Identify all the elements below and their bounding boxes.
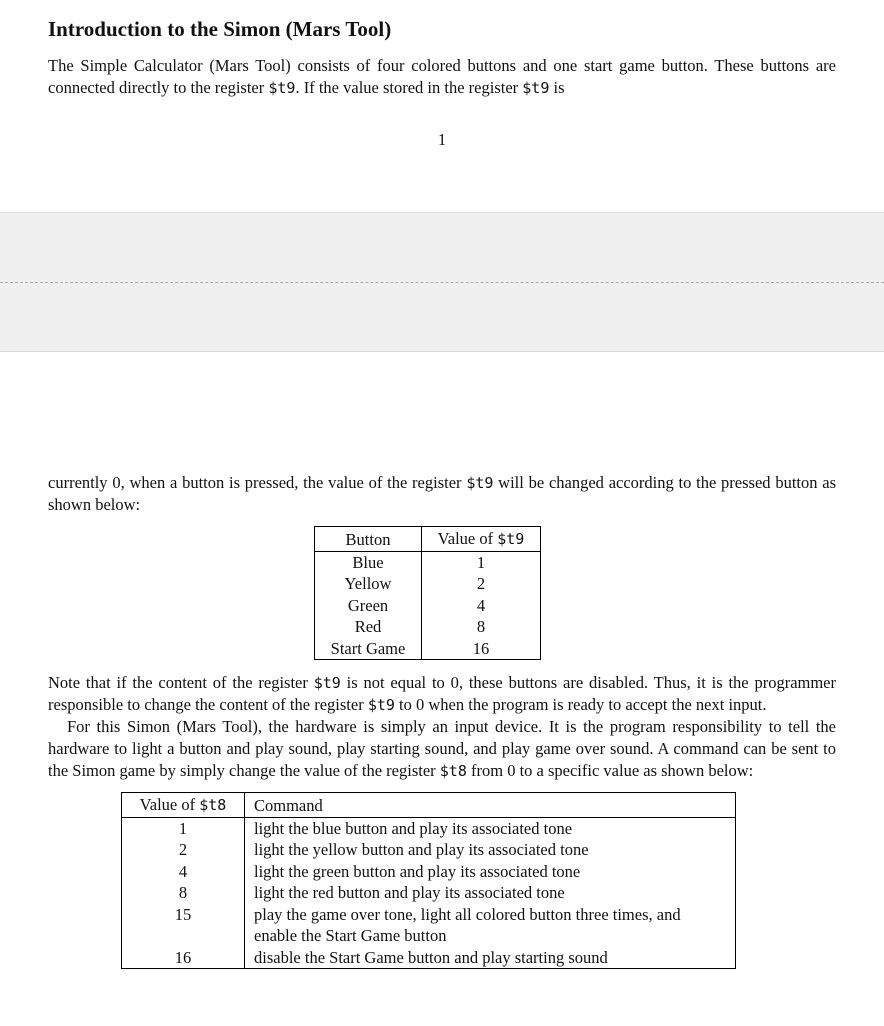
table-cell <box>422 638 541 660</box>
text-segment: Value of <box>437 529 498 548</box>
button-value-table <box>314 526 541 660</box>
note-paragraph <box>48 672 836 716</box>
table-cell <box>122 947 245 969</box>
table-cell <box>245 861 736 883</box>
table-cell <box>122 817 245 839</box>
table-row <box>122 904 736 947</box>
text-segment: . If the value stored in the register <box>295 78 523 97</box>
text-segment: 2 <box>476 574 486 593</box>
table-cell <box>245 947 736 969</box>
text-segment: Value of <box>139 795 200 814</box>
table-cell <box>122 904 245 947</box>
text-segment: Yellow <box>344 574 392 593</box>
table-header-row <box>122 793 736 818</box>
text-segment: is <box>549 78 565 97</box>
inline-code: $t8 <box>439 762 467 780</box>
document-page-2 <box>0 352 884 1026</box>
table-cell <box>245 817 736 839</box>
inline-code: $t9 <box>313 674 341 692</box>
inline-code: $t8 <box>199 796 227 814</box>
text-segment: Green <box>347 595 389 615</box>
text-segment: will be changed according to the pressed button as shown below: <box>48 473 837 514</box>
table-row <box>122 839 736 861</box>
text-segment: 16 <box>472 638 490 658</box>
text-segment: 4 <box>178 861 188 881</box>
table-row <box>315 573 541 595</box>
table-cell <box>122 839 245 861</box>
text-segment: For this Simon (Mars Tool), the hardware is simply an input device. It is the program responsibility to tell the hardware to light a button and play sound, play starting sound, and play game over sound. A command can be sent to the Simon game by simply change the value of the register <box>48 717 836 780</box>
text-segment: 1 <box>476 552 486 572</box>
table-cell <box>315 638 422 660</box>
table-cell <box>315 595 422 617</box>
table-row <box>122 861 736 883</box>
table-row <box>122 817 736 839</box>
table-cell <box>422 616 541 638</box>
document-title: Introduction to the Simon (Mars Tool) <box>48 17 392 41</box>
table-header-cell <box>245 793 736 818</box>
table-cell <box>245 904 736 947</box>
text-segment: 2 <box>178 840 188 859</box>
table-header-cell <box>422 527 541 552</box>
text-segment: 4 <box>476 595 486 615</box>
text-segment: is not equal to 0, these buttons are disabled. Thus, it is the programmer responsible to change the content of the register <box>48 673 837 714</box>
inline-code: $t9 <box>268 79 296 97</box>
table-cell <box>245 882 736 904</box>
page-separator <box>0 212 884 352</box>
text-segment: Note that if the content of the register <box>48 673 314 692</box>
table-cell <box>315 616 422 638</box>
inline-code: $t9 <box>466 474 494 492</box>
inline-code: $t9 <box>522 79 550 97</box>
table-cell <box>422 595 541 617</box>
table-cell <box>315 573 422 595</box>
text-segment: 15 <box>174 904 192 924</box>
text-segment: light the green button and play its associated tone <box>254 861 581 881</box>
inline-code: $t9 <box>367 696 395 714</box>
text-segment: to 0 when the program is ready to accept the next input. <box>394 695 767 714</box>
table-row <box>315 638 541 660</box>
command-intro-paragraph <box>48 716 836 782</box>
table-cell <box>422 551 541 573</box>
page-break-dashed-line <box>0 282 884 283</box>
text-segment: Red <box>354 617 382 636</box>
table-cell <box>422 573 541 595</box>
text-segment: 16 <box>174 947 192 967</box>
intro-paragraph <box>48 55 836 99</box>
text-segment: light the blue button and play its associated tone <box>254 818 573 838</box>
table-cell <box>122 861 245 883</box>
text-segment: disable the Start Game button and play starting sound <box>254 947 608 967</box>
continuation-paragraph <box>48 472 836 516</box>
text-segment: currently 0, when a button is pressed, the value of the register <box>48 473 467 492</box>
text-segment: light the red button and play its associated tone <box>254 883 565 902</box>
text-segment: Blue <box>352 552 384 572</box>
table-row <box>315 551 541 573</box>
table-header-cell <box>122 793 245 818</box>
table-header-cell <box>315 527 422 552</box>
table-row <box>315 595 541 617</box>
text-segment: play the game over tone, light all colored button three times, and enable the Start Game button <box>254 904 681 945</box>
table-cell <box>315 551 422 573</box>
page-number: 1 <box>437 130 447 149</box>
inline-code: $t9 <box>497 530 525 548</box>
table-cell <box>122 882 245 904</box>
table-header-row <box>315 527 541 552</box>
table-row <box>122 882 736 904</box>
text-segment: Start Game <box>330 638 406 658</box>
text-segment: 8 <box>178 883 188 902</box>
text-segment: The Simple Calculator (Mars Tool) consists of four colored buttons and one start game button. These buttons are connected directly to the register <box>48 56 836 97</box>
text-segment: 8 <box>476 617 486 636</box>
table-row <box>315 616 541 638</box>
table-row <box>122 947 736 969</box>
text-segment: 1 <box>178 818 188 838</box>
command-table <box>121 792 736 969</box>
text-segment: Command <box>254 795 323 815</box>
document-page-1 <box>0 0 884 212</box>
text-segment: from 0 to a specific value as shown below: <box>466 761 754 780</box>
text-segment: light the yellow button and play its associated tone <box>254 840 589 859</box>
text-segment: Button <box>345 529 391 549</box>
table-cell <box>245 839 736 861</box>
